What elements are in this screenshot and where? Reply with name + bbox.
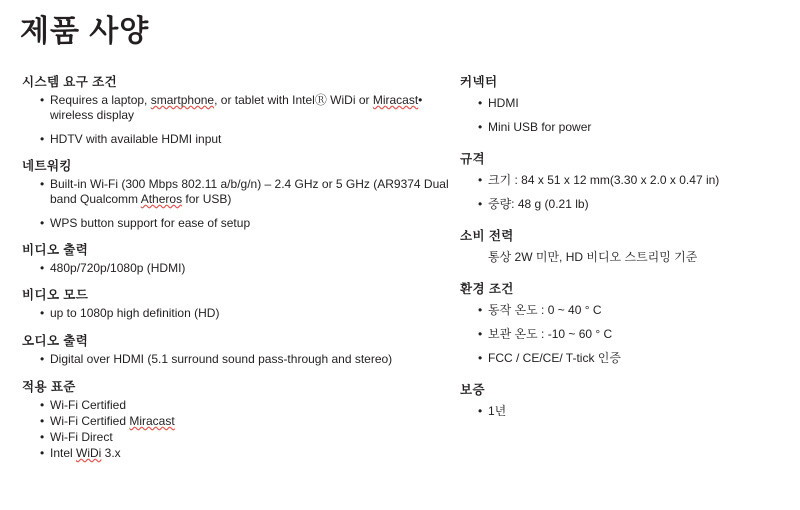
list-item: • 동작 온도 : 0 ~ 40 ° C xyxy=(478,303,800,318)
section-list xyxy=(460,96,800,135)
section-connectors xyxy=(460,72,800,135)
section-networking xyxy=(22,156,454,231)
list-item: • HDTV with available HDMI input xyxy=(40,132,454,147)
list-item: • WPS button support for ease of setup xyxy=(40,216,454,231)
section-heading: 소비 전력 xyxy=(460,229,514,243)
list-item: • Wi-Fi Certified xyxy=(40,398,454,413)
list-item: • Requires a laptop, smartphone, or tablet with IntelⓇ WiDi or Miracast• wireless display xyxy=(40,93,454,123)
section-list xyxy=(460,173,800,212)
list-item: • FCC / CE/CE/ T-tick 인증 xyxy=(478,351,800,366)
section-heading: 규격 xyxy=(460,152,485,166)
list-item: • up to 1080p high definition (HD) xyxy=(40,306,454,321)
spec-columns xyxy=(0,72,800,463)
section-heading: 적용 표준 xyxy=(22,380,76,394)
list-item: • Mini USB for power xyxy=(478,120,800,135)
section-list xyxy=(22,398,454,461)
section-standards xyxy=(22,377,454,461)
section-list xyxy=(460,303,800,366)
right-column xyxy=(460,72,800,463)
list-item: • Wi-Fi Certified Miracast xyxy=(40,414,454,429)
section-heading: 비디오 모드 xyxy=(22,288,89,302)
section-heading: 환경 조건 xyxy=(460,282,514,296)
section-dimensions xyxy=(460,149,800,212)
section-list xyxy=(22,177,454,231)
power-consumption-text: 통상 2W 미만, HD 비디오 스트리밍 기준 xyxy=(488,250,698,264)
section-heading: 보증 xyxy=(460,383,485,397)
list-item: • 크기 : 84 x 51 x 12 mm(3.30 x 2.0 x 0.47 in) xyxy=(478,173,800,188)
section-list xyxy=(22,306,454,321)
section-list xyxy=(460,404,800,419)
list-item: • Built-in Wi-Fi (300 Mbps 802.11 a/b/g/n) – 2.4 GHz or 5 GHz (AR9374 Dual band Qualcomm Atheros for USB) xyxy=(40,177,454,207)
section-heading: 커넥터 xyxy=(460,75,498,89)
section-power-consumption xyxy=(460,226,800,265)
section-audio-output xyxy=(22,331,454,367)
left-column xyxy=(0,72,460,463)
list-item: • 중량: 48 g (0.21 lb) xyxy=(478,197,800,212)
section-video-mode xyxy=(22,285,454,321)
section-list xyxy=(22,261,454,276)
list-item: • Wi-Fi Direct xyxy=(40,430,454,445)
section-heading: 시스템 요구 조건 xyxy=(22,75,118,89)
list-item: • 보관 온도 : -10 ~ 60 ° C xyxy=(478,327,800,342)
list-item: • Digital over HDMI (5.1 surround sound pass-through and stereo) xyxy=(40,352,454,367)
section-system-requirements xyxy=(22,72,454,147)
section-video-output xyxy=(22,240,454,276)
page-title: 제품 사양 xyxy=(20,15,150,48)
section-heading: 오디오 출력 xyxy=(22,334,89,348)
list-item: • HDMI xyxy=(478,96,800,111)
list-item: • 480p/720p/1080p (HDMI) xyxy=(40,261,454,276)
section-warranty xyxy=(460,380,800,419)
section-environmental xyxy=(460,279,800,366)
section-list xyxy=(22,352,454,367)
section-heading: 네트워킹 xyxy=(22,159,72,173)
section-list xyxy=(22,93,454,147)
list-item: • 1년 xyxy=(478,404,800,419)
section-heading: 비디오 출력 xyxy=(22,243,89,257)
list-item: • Intel WiDi 3.x xyxy=(40,446,454,461)
